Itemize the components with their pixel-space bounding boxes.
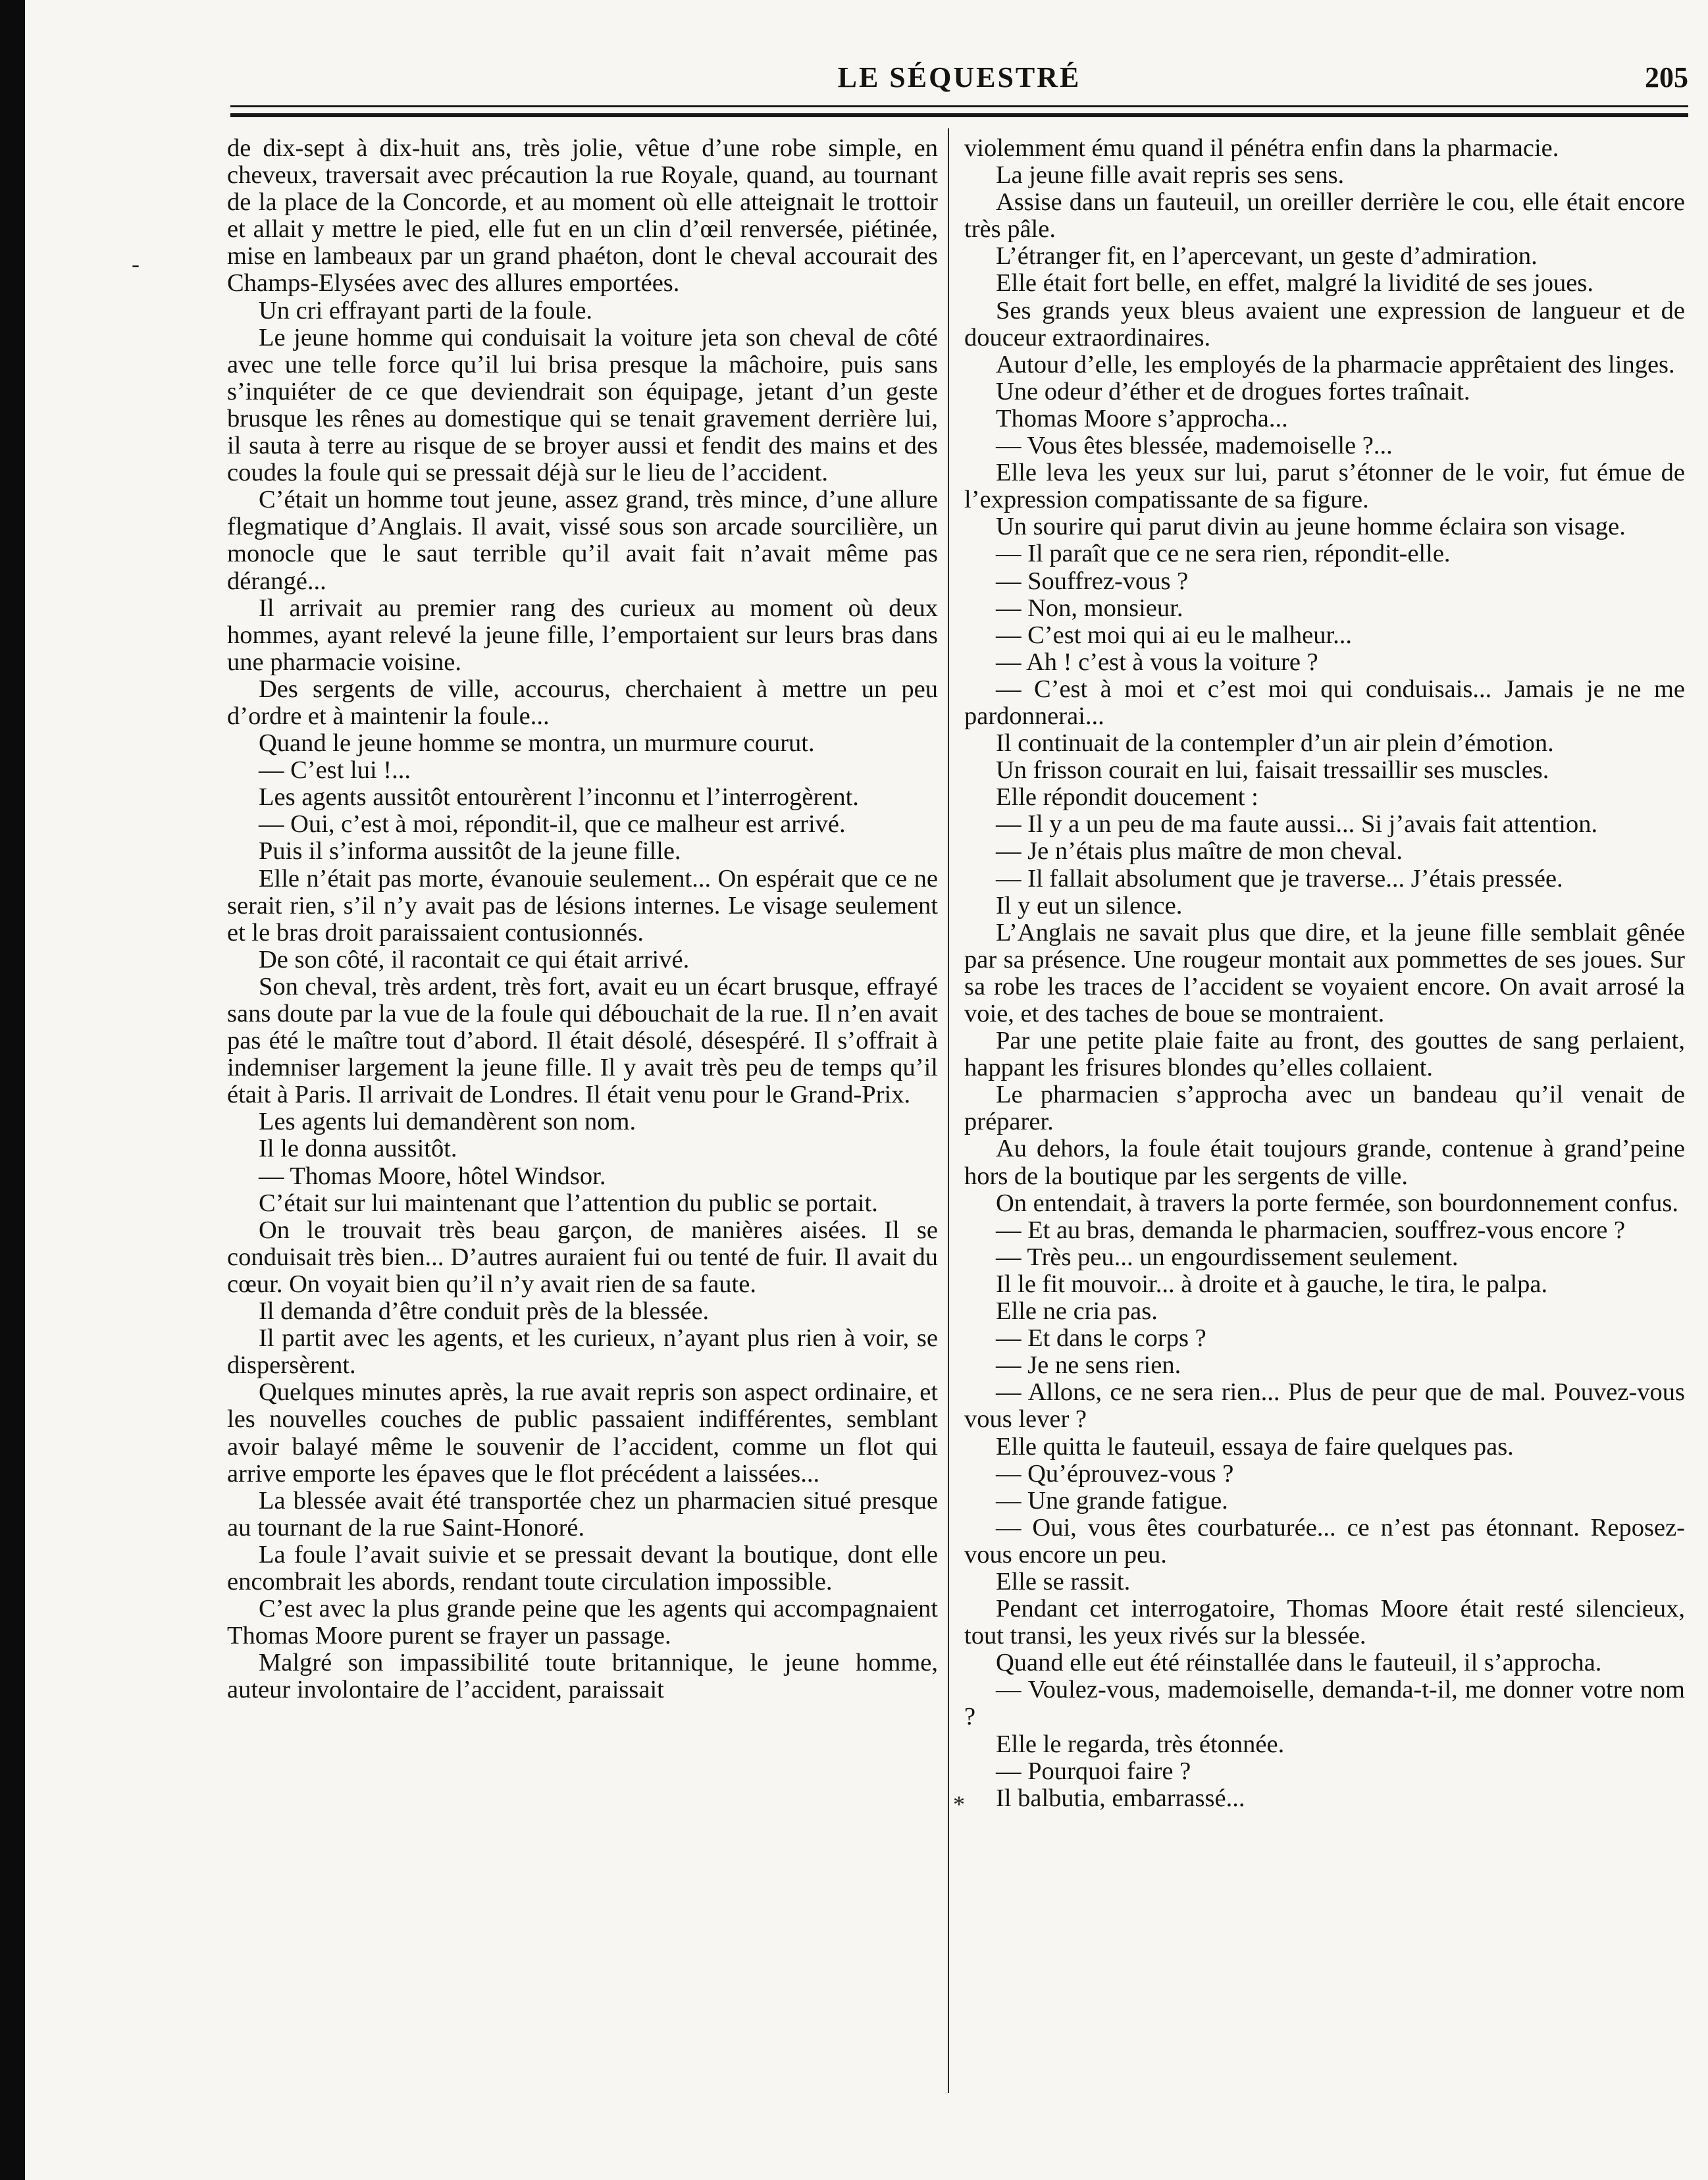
paragraph: Elle était fort belle, en effet, malgré la lividité de ses joues.: [996, 269, 1593, 298]
paragraph: Elle répondit doucement :: [996, 783, 1258, 812]
paragraph: Son cheval, très ardent, très fort, avait eu un écart brusque, effrayé sans doute par la vue de la foule qui débouchait de la rue. Il n’en avait pas été le maître tout d’abord. Il était désolé, désespéré. Il s’offrait à indemniser largement la jeune fille. Il y avait très peu de temps qu’il était à Paris. Il arrivait de Londres. Il était venu pour le Grand-Prix.: [227, 972, 938, 1109]
binding-shadow: [0, 0, 25, 2180]
paragraph: L’Anglais ne savait plus que dire, et la jeune fille semblait gênée par sa présence. Une rougeur montait aux pommettes de ses joues. Sur sa robe les traces de l’accident se voyaient encore. On avait arrosé la voie, et des taches de boue se montraient.: [964, 918, 1685, 1027]
paragraph: La foule l’avait suivie et se pressait devant la boutique, dont elle encombrait les abords, rendant toute circulation impossible.: [227, 1540, 938, 1596]
paragraph: Une odeur d’éther et de drogues fortes traînait.: [996, 377, 1470, 405]
paragraph: — Allons, ce ne sera rien... Plus de peur que de mal. Pouvez-vous vous lever ?: [964, 1378, 1685, 1434]
paragraph: Elle ne cria pas.: [996, 1297, 1158, 1326]
running-title: LE SÉQUESTRÉ: [837, 61, 1081, 93]
paragraph: de dix-sept à dix-huit ans, très jolie, vêtue d’une robe simple, en cheveux, traversait avec précaution la rue Royale, quand, au tournant de la place de la Concorde, et au moment où elle atteignait le trottoir et allait y mettre le pied, elle fut en un clin d’œil renversée, piétinée, mise en lambeaux par un grand phaéton, dont le cheval accourait des Champs-Elysées avec des allures emportées.: [227, 134, 938, 298]
header-rule-thin: [230, 105, 1688, 107]
paragraph: — Non, monsieur.: [996, 594, 1183, 622]
paragraph: — Une grande fatigue.: [996, 1486, 1228, 1515]
paragraph: — C’est à moi et c’est moi qui conduisais... Jamais je ne me pardonnerai...: [964, 675, 1685, 730]
paragraph: — Et dans le corps ?: [996, 1324, 1206, 1353]
paragraph: Quand elle eut été réinstallée dans le fauteuil, il s’approcha.: [996, 1649, 1602, 1677]
paragraph: Le pharmacien s’approcha avec un bandeau qu’il venait de préparer.: [964, 1081, 1685, 1136]
paragraph: Les agents aussitôt entourèrent l’inconnu et l’interrogèrent.: [259, 783, 859, 812]
paragraph: Au dehors, la foule était toujours grande, contenue à grand’peine hors de la boutique par les sergents de ville.: [964, 1135, 1685, 1190]
paragraph: Pendant cet interrogatoire, Thomas Moore était resté silencieux, tout transi, les yeux rivés sur la blessée.: [964, 1595, 1685, 1650]
paragraph: Il partit avec les agents, et les curieux, n’ayant plus rien à voir, se dispersèrent.: [227, 1324, 938, 1380]
margin-mark: *: [953, 1791, 965, 1817]
paragraph: — Il paraît que ce ne sera rien, répondit-elle.: [996, 540, 1451, 568]
paragraph: Il demanda d’être conduit près de la blessée.: [259, 1297, 710, 1326]
header-rule-thick: [230, 113, 1688, 117]
paragraph: La blessée avait été transportée chez un pharmacien situé presque au tournant de la rue Saint-Honoré.: [227, 1486, 938, 1542]
paragraph: Autour d’elle, les employés de la pharmacie apprêtaient des linges.: [996, 350, 1675, 378]
paragraph: — Ah ! c’est à vous la voiture ?: [996, 648, 1318, 676]
paragraph: Malgré son impassibilité toute britannique, le jeune homme, auteur involontaire de l’accident, paraissait: [227, 1649, 938, 1704]
paragraph: Un frisson courait en lui, faisait tressaillir ses muscles.: [996, 756, 1549, 785]
paragraph: La jeune fille avait repris ses sens.: [996, 161, 1345, 190]
paragraph: C’était un homme tout jeune, assez grand, très mince, d’une allure flegmatique d’Anglais. Il avait, vissé sous son arcade sourcilière, un monocle que le saut terrible qu’il avait fait n’avait même pas dérangé...: [227, 486, 938, 595]
paragraph: Elle se rassit.: [996, 1567, 1131, 1596]
paragraph: violemment ému quand il pénétra enfin dans la pharmacie.: [964, 134, 1559, 162]
paragraph: — C’est lui !...: [259, 756, 411, 785]
paragraph: Elle le regarda, très étonnée.: [996, 1730, 1285, 1758]
paragraph: Assise dans un fauteuil, un oreiller derrière le cou, elle était encore très pâle.: [964, 188, 1685, 244]
paragraph: Il arrivait au premier rang des curieux au moment où deux hommes, ayant relevé la jeune fille, l’emportaient sur leurs bras dans une pharmacie voisine.: [227, 594, 938, 676]
paragraph: Par une petite plaie faite au front, des gouttes de sang perlaient, happant les frisures blondes qu’elles collaient.: [964, 1027, 1685, 1082]
paragraph: — Oui, vous êtes courbaturée... ce n’est pas étonnant. Reposez-vous encore un peu.: [964, 1513, 1685, 1569]
left-column: [227, 135, 938, 1703]
paragraph: — Il fallait absolument que je traverse... J’étais pressée.: [996, 864, 1563, 893]
right-column: [964, 135, 1685, 1812]
paragraph: Il le fit mouvoir... à droite et à gauche, le tira, le palpa.: [996, 1270, 1548, 1298]
paragraph: Un sourire qui parut divin au jeune homme éclaira son visage.: [996, 513, 1626, 541]
paragraph: C’était sur lui maintenant que l’attention du public se portait.: [259, 1189, 878, 1217]
paragraph: — Et au bras, demanda le pharmacien, souffrez-vous encore ?: [996, 1216, 1626, 1244]
paragraph: Elle n’était pas morte, évanouie seulement... On espérait que ce ne serait rien, s’il n’y avait pas de lésions internes. Le visage seulement et le bras droit paraissaient contusionnés.: [227, 864, 938, 947]
paragraph: — Vous êtes blessée, mademoiselle ?...: [996, 432, 1393, 460]
paragraph: — Pourquoi faire ?: [996, 1757, 1191, 1785]
paragraph: — Oui, c’est à moi, répondit-il, que ce malheur est arrivé.: [259, 810, 846, 839]
paragraph: — Thomas Moore, hôtel Windsor.: [259, 1162, 606, 1190]
column-divider: [948, 128, 949, 2093]
paragraph: — Voulez-vous, mademoiselle, demanda-t-il, me donner votre nom ?: [964, 1676, 1685, 1731]
paragraph: Les agents lui demandèrent son nom.: [259, 1108, 636, 1136]
paragraph: On le trouvait très beau garçon, de manières aisées. Il se conduisait très bien... D’autres auraient fui ou tenté de fuir. Il avait du cœur. On voyait bien qu’il n’y avait rien de sa faute.: [227, 1216, 938, 1298]
paragraph: De son côté, il racontait ce qui était arrivé.: [259, 945, 690, 973]
paragraph: — C’est moi qui ai eu le malheur...: [996, 621, 1353, 649]
paragraph: L’étranger fit, en l’apercevant, un geste d’admiration.: [996, 242, 1538, 271]
paragraph: Il balbutia, embarrassé...: [996, 1784, 1245, 1812]
paragraph: — Je n’étais plus maître de mon cheval.: [996, 837, 1403, 866]
paragraph: Quand le jeune homme se montra, un murmure courut.: [259, 729, 815, 758]
paragraph: Elle quitta le fauteuil, essaya de faire quelques pas.: [996, 1432, 1514, 1461]
paragraph: Il y eut un silence.: [996, 891, 1183, 920]
paragraph: Il le donna aussitôt.: [259, 1135, 457, 1163]
paragraph: — Qu’éprouvez-vous ?: [996, 1459, 1234, 1488]
paragraph: Des sergents de ville, accourus, cherchaient à mettre un peu d’ordre et à maintenir la foule...: [227, 675, 938, 730]
paragraph: Le jeune homme qui conduisait la voiture jeta son cheval de côté avec une telle force qu’il lui brisa presque la mâchoire, puis sans s’inquiéter de ce que deviendrait son équipage, jetant d’un geste brusque les rênes au domestique qui se tenait gravement derrière lui, il sauta à terre au risque de se broyer aussi et fendit des mains et des coudes la foule qui se pressait déjà sur le lieu de l’accident.: [227, 323, 938, 487]
paragraph: C’est avec la plus grande peine que les agents qui accompagnaient Thomas Moore purent se frayer un passage.: [227, 1595, 938, 1650]
paragraph: On entendait, à travers la porte fermée, son bourdonnement confus.: [996, 1189, 1678, 1217]
paragraph: Il continuait de la contempler d’un air plein d’émotion.: [996, 729, 1554, 758]
margin-mark: -: [132, 251, 140, 277]
paragraph: Elle leva les yeux sur lui, parut s’étonner de le voir, fut émue de l’expression compatissante de sa figure.: [964, 459, 1685, 514]
paragraph: Un cri effrayant parti de la foule.: [259, 296, 593, 324]
paragraph: — Souffrez-vous ?: [996, 567, 1189, 595]
paragraph: — Je ne sens rien.: [996, 1351, 1181, 1380]
page-number: 205: [1645, 61, 1688, 93]
paragraph: Quelques minutes après, la rue avait repris son aspect ordinaire, et les nouvelles couches de public passaient indifférentes, semblant avoir balayé même le souvenir de l’accident, comme un flot qui arrive emporte les épaves que le flot précédent a laissées...: [227, 1378, 938, 1488]
paragraph: — Il y a un peu de ma faute aussi... Si j’avais fait attention.: [996, 810, 1598, 839]
paragraph: Thomas Moore s’approcha...: [996, 404, 1288, 432]
paragraph: Puis il s’informa aussitôt de la jeune fille.: [259, 837, 681, 866]
paragraph: Ses grands yeux bleus avaient une expression de langueur et de douceur extraordinaires.: [964, 296, 1685, 351]
paragraph: — Très peu... un engourdissement seulement.: [996, 1243, 1459, 1271]
